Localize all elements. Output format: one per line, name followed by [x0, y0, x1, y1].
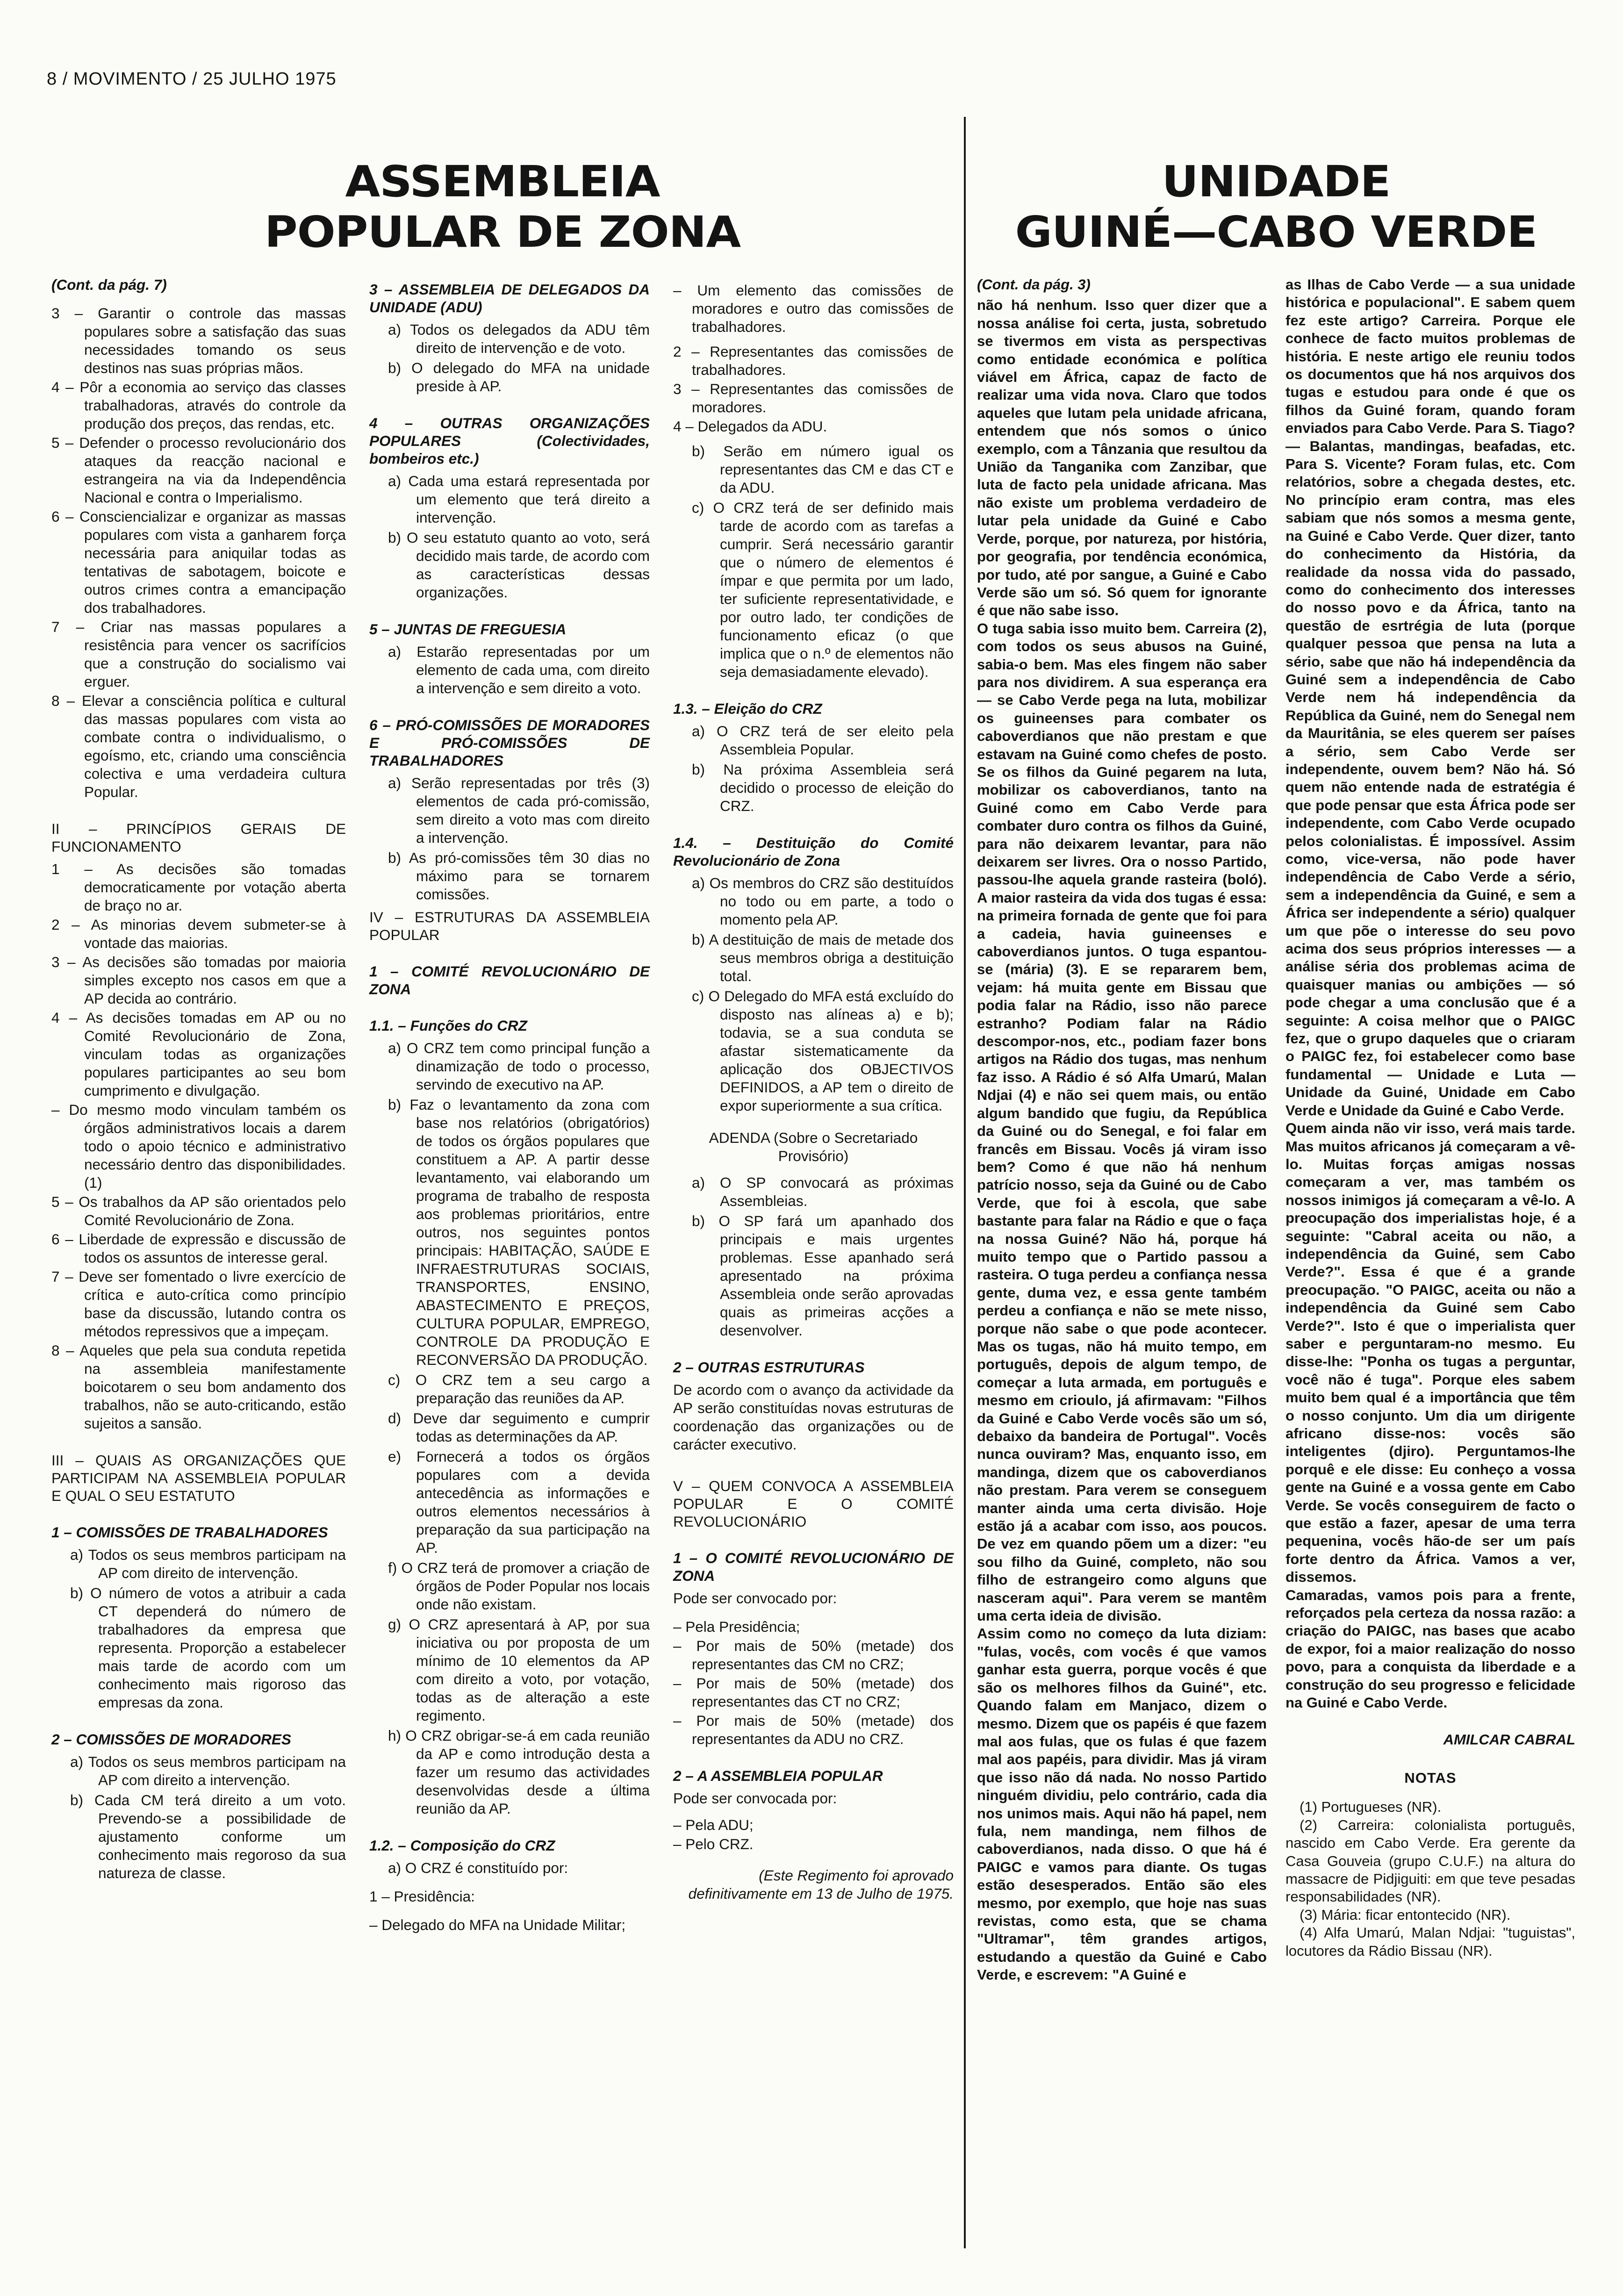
list-item: 4 – Delegados da ADU.: [673, 418, 827, 435]
list-item: – Por mais de 50% (metade) dos representantes das CT no CRZ;: [673, 1675, 954, 1710]
sub-item: c) O Delegado do MFA está excluído do disposto nas alíneas a) e b); todavia, se a sua conduta se afastar sistematicamente da aplicação dos OBJECTIVOS DEFINIDOS, a AP tem o direito de expor superiormente a sua crítica.: [692, 988, 954, 1114]
sub-item: h) O CRZ obrigar-se-á em cada reunião da AP e como introdução desta a fazer um resumo das actividades desenvolvidas desde a última reunião da AP.: [388, 1727, 650, 1817]
article-body: [1285, 276, 1575, 1712]
left-article-title: ASSEMBLEIA POPULAR DE ZONA: [264, 157, 741, 257]
paragraph: Camaradas, vamos pois para a frente, reforçados pela certeza da nossa razão: a criação do PAIGC, nas bases que acabo de expor, foi a maior realização do nosso povo, para a conquista da liberdade e a construção do seu progresso e felicidade na Guiné e Cabo Verde.: [1285, 1586, 1575, 1711]
list-item: 1 – Presidência:: [369, 1888, 475, 1905]
principle-item: 6 – Liberdade de expressão e discussão de todos os assuntos de interesse geral.: [51, 1231, 346, 1266]
column-2: [369, 280, 650, 1935]
list-item: – Pelo CRZ.: [673, 1836, 754, 1852]
objective-item: 7 – Criar nas massas populares a resistência para vencer os sacrifícios que a construção do socialismo vai erguer.: [51, 618, 346, 690]
sub-item: b) O número de votos a atribuir a cada CT dependerá do número de trabalhadores da empresa que representa. Proporção a estabelecer mais tarde de acordo com um conhecimento mais rigoroso das empresas da zona.: [70, 1585, 346, 1711]
principle-item: 8 – Aqueles que pela sua conduta repetida na assembleia manifestamente boicotarem o seu bom andamento dos trabalhos, não se auto-criticando, estão sujeitos a sansão.: [51, 1342, 346, 1432]
subsection-heading: 2 – COMISSÕES DE MORADORES: [51, 1731, 291, 1748]
subsection-heading: 1 – COMISSÕES DE TRABALHADORES: [51, 1524, 328, 1541]
sub-item: g) O CRZ apresentará à AP, por sua iniciativa ou por proposta de um mínimo de 10 elementos da AP com direito a voto, por votação, todas as de alteração a este regimento.: [388, 1616, 650, 1724]
principle-item: – Do mesmo modo vinculam também os órgãos administrativos locais a darem todo o apoio técnico e administrativo necessário dentro das disponibilidades. (1): [51, 1101, 346, 1191]
subsection-heading: 1.1. – Funções do CRZ: [369, 1017, 527, 1034]
sub-item: a) Os membros do CRZ são destituídos no todo ou em parte, a todo o momento pela AP.: [692, 875, 954, 928]
sub-item: a) O CRZ terá de ser eleito pela Assembleia Popular.: [692, 723, 954, 758]
sub-item: b) Cada CM terá direito a um voto. Prevendo-se a possibilidade de ajustamento conforme um conhecimento mais regoroso da sua natureza de classe.: [70, 1792, 346, 1881]
sub-item: a) O CRZ é constituído por:: [388, 1859, 568, 1876]
objective-item: 4 – Pôr a economia ao serviço das classes trabalhadoras, através do controle da produção dos preços, das rendas, etc.: [51, 379, 346, 432]
objective-item: 3 – Garantir o controle das massas populares sobre a satisfação das suas necessidades tomando os seus destinos nas suas próprias mãos.: [51, 305, 346, 376]
principle-item: 2 – As minorias devem submeter-se à vontade das maiorias.: [51, 916, 346, 951]
column-5: [1285, 276, 1575, 1960]
principle-item: 1 – As decisões são tomadas democraticamente por votação aberta de braço no ar.: [51, 861, 346, 914]
section-heading: II – PRINCÍPIOS GERAIS DE FUNCIONAMENTO: [51, 820, 346, 855]
list-item: – Por mais de 50% (metade) dos representantes da ADU no CRZ.: [673, 1712, 954, 1747]
principle-item: 7 – Deve ser fomentado o livre exercício de crítica e auto-crítica como princípio base da discussão, lutando contra os métodos repressivos que a impeçam.: [51, 1268, 346, 1340]
signature: AMILCAR CABRAL: [1443, 1731, 1575, 1748]
list-item: – Pela ADU;: [673, 1816, 754, 1833]
list-item: 3 – Representantes das comissões de moradores.: [673, 380, 954, 416]
paragraph: as Ilhas de Cabo Verde — a sua unidade histórica e populacional". E sabem quem fez este artigo? Carreira. Porque ele conhece de facto muitos problemas de história. E neste artigo ele reuniu todos os documentos que há nos arquivos dos tugas e estudou para onde é que os filhos da Guiné foram, quando foram enviados para Cabo Verde. Para S. Tiago? — Balantas, mandingas, beafadas, etc. Para S. Vicente? Foram fulas, etc. Com relatórios, sobre a chegada destes, etc. No princípio eram contra, mas eles sabiam que nós somos a mesma gente, na Guiné e Cabo Verde. Quer dizer, tanto do conhecimento da História, da realidade da nossa vida do passado, como do conhecimento dos interesses do nosso povo e da África, tanto na questão de esrtrégia de luta (porque qualquer pessoa que pensa na luta a sério, sabe que não há independência da Guiné sem a independência de Cabo Verde nem há independência da República da Guiné, nem do Senegal nem da Mauritânia, se eles querem ser países a sério, sem Cabo Verde ser independente, ouvem bem? Não há. Só quem não entende nada de estratégia é que pode pensar que esta África pode ser independente, com Cabo Verde ocupado pelos colonialistas. É impossível. Assim como, vice-versa, não pode haver independência de Cabo Verde a sério, sem a independência da Guiné, e sem a África ser independente a sério) qualquer um que põe o interesse do seu povo acima dos seus próprios interesses — a análise séria dos problemas acima de quaisquer manias ou ambições — só pode chegar a uma conclusão que é a seguinte: A coisa melhor que o PAIGC fez, que o grupo daqueles que o criaram o PAIGC fez, foi estabelecer como base fundamental — Unidade e Luta — Unidade da Guiné, Unidade em Cabo Verde e Unidade da Guiné e Cabo Verde.: [1285, 276, 1575, 1119]
sub-item: d) Deve dar seguimento e cumprir todas as determinações da AP.: [388, 1410, 650, 1445]
subsection-heading: 3 – ASSEMBLEIA DE DELEGADOS DA UNIDADE (ADU): [369, 281, 650, 316]
sub-item: b) Faz o levantamento da zona com base nos relatórios (obrigatórios) de todos os órgãos populares que constituem a AP. A partir desse levantamento, vai elaborando um programa de trabalho de resposta aos problemas prioritários, entre outros, nos seguintes pontos principais: HABITAÇÃO, SAÚDE E INFRAESTRUTURAS SOCIAIS, TRANSPORTES, ENSINO, ABASTECIMENTO E PREÇOS, CULTURA POPULAR, EMPREGO, CONTROLE DA PRODUÇÃO E RECONVERSÃO DA PRODUÇÃO.: [388, 1096, 650, 1368]
paragraph: Quem ainda não vir isso, verá mais tarde. Mas muitos africanos já começaram a vê-lo. Muitas forças amigas nossas começaram a ver, mas também os nossos inimigos já começaram a vê-lo. A preocupação dos imperialistas hoje, é a seguinte: "Cabral aceita ou não, a independência da Guiné, sem Cabo Verde?". Essa é que é a grande preocupação. "O PAIGC, aceita ou não a independência da Guiné sem Cabo Verde?". Isto é que o imperialista quer saber e perguntaram-no mesmo. Eu disse-lhe: "Ponha os tugas a perguntar, você não é tuga". Porque eles sabem muito bem qual é a importância que têm o nosso conjunto. Um dia um dirigente africano disse-nos: vocês são inteligentes (djiro). Perguntamos-lhe porquê e ele disse: Eu conheço a vossa gente na Guiné e a vossa gente em Cabo Verde. Se vocês conseguirem de facto o que estão a fazer, apesar de uma terra pequenina, vocês hão-de ser um país forte dentro da África. Vamos a ver, dissemos.: [1285, 1120, 1575, 1586]
paragraph: não há nenhum. Isso quer dizer que a nossa análise foi certa, justa, sobretudo se tivermos em vista as perspectivas como entidade económica e política viável em África, capaz de facto de realizar uma vida nova. Claro que todos aqueles que lutam pela unidade africana, entendem que nós somos o único exemplo, com a Tânzania que resultou da União da Tanganika com Zanzibar, que luta de facto pela unidade africana. Mas não existe um problema verdadeiro de lutar pela unidade da Guiné e Cabo Verde, porque, por natureza, por história, por geografia, por tendência económica, por tudo, até por sangue, a Guiné e Cabo Verde são um só. Só quem for ignorante é que não sabe isso.: [977, 297, 1267, 619]
sub-item: a) Serão representadas por três (3) elementos de cada pró-comissão, sem direito a voto mas com direito a intervenção.: [388, 775, 650, 846]
sub-item: b) O delegado do MFA na unidade preside à AP.: [388, 359, 650, 395]
sub-item: f) O CRZ terá de promover a criação de órgãos de Poder Popular nos locais onde não existam.: [388, 1559, 650, 1613]
column-1: [51, 276, 346, 1884]
sub-item: e) Fornecerá a todos os órgãos populares com a devida antecedência as informações e outros elementos necessários à preparação da sua participação na AP.: [388, 1448, 650, 1556]
principle-item: 4 – As decisões tomadas em AP ou no Comité Revolucionário de Zona, vinculam todas as organizações populares participantes ao seu bom cumprimento e divulgação.: [51, 1009, 346, 1099]
paragraph: Pode ser convocado por:: [673, 1590, 837, 1607]
sub-item: a) Todos os seus membros participam na AP com direito de intervenção.: [70, 1546, 346, 1581]
sub-item: b) O SP fará um apanhado dos principais e mais urgentes problemas. Esse apanhado será apresentado na próxima Assembleia onde serão aprovadas quais as primeiras acções a desenvolver.: [692, 1213, 954, 1339]
adenda-heading: ADENDA (Sobre o Secretariado Provisório): [709, 1129, 918, 1164]
sub-item: b) As pró-comissões têm 30 dias no máximo para se tornarem comissões.: [388, 849, 650, 903]
subsection-heading: 1 – COMITÉ REVOLUCIONÁRIO DE ZONA: [369, 963, 650, 997]
paragraph: Assim como no começo da luta diziam: "fulas, vocês, com vocês é que vamos ganhar esta guerra, porque vocês é que são os melhores filhos da Guiné", etc. Quando falam em Manjaco, dizem o mesmo. Dizem que os papéis é que fazem mal aos fulas, que os fulas é que fazem mal aos papéis, para dividir. Mas já viram que isso não dá nada. No nosso Partido ninguém dividiu, pelo contrário, cada dia nos unimos mais. Aqui não há papel, nem fula, nem mandinga, nem filhos de caboverdianos, nada disso. O que há é PAIGC e vamos para diante. Os tugas estão desesperados. Então são eles mesmo, por exemplo, que hoje nas suas revistas, como esta, que se chama "Ultramar", têm grandes artigos, estudando a questão da Guiné e Cabo Verde, e escrevem: "A Guiné e: [977, 1625, 1267, 1983]
subsection-heading: 1.4. – Destituição do Comité Revolucionário de Zona: [673, 834, 954, 869]
sub-item: c) O CRZ tem a seu cargo a preparação das reuniões da AP.: [388, 1371, 650, 1406]
list-item: – Um elemento das comissões de moradores e outro das comissões de trabalhadores.: [673, 282, 954, 335]
sub-item: a) Todos os seus membros participam na AP com direito a intervenção.: [70, 1753, 346, 1788]
subsection-heading: 1.3. – Eleição do CRZ: [673, 700, 822, 717]
paragraph: De acordo com o avanço da actividade da AP serão constituídas novas estruturas de coordenação das organizações ou de carácter executivo.: [673, 1381, 954, 1453]
subsection-heading: 1.2. – Composição do CRZ: [369, 1837, 555, 1854]
sub-item: b) A destituição de mais de metade dos seus membros obriga a destituição total.: [692, 931, 954, 984]
objective-item: 8 – Elevar a consciência política e cultural das massas populares com vista ao combate contra o individualismo, o egoísmo, etc, criando uma consciência colectiva e uma verdadeira cultura Popular.: [51, 692, 346, 800]
principle-item: 5 – Os trabalhos da AP são orientados pelo Comité Revolucionário de Zona.: [51, 1193, 346, 1228]
subsection-heading: 5 – JUNTAS DE FREGUESIA: [369, 621, 567, 638]
paragraph: Pode ser convocada por:: [673, 1790, 837, 1807]
sub-item: b) Serão em número igual os representantes das CM e das CT e da ADU.: [692, 443, 954, 496]
section-heading: IV – ESTRUTURAS DA ASSEMBLEIA POPULAR: [369, 909, 650, 943]
footnote: (Este Regimento foi aprovado definitivamente em 13 de Julho de 1975.: [688, 1867, 954, 1902]
subsection-heading: 4 – OUTRAS ORGANIZAÇÕES POPULARES (Colectividades, bombeiros etc.): [369, 415, 650, 467]
note-item: (3) Mária: ficar entontecido (NR).: [1300, 1906, 1511, 1923]
right-article-title: UNIDADE GUINÉ—CABO VERDE: [1015, 157, 1537, 257]
objective-item: 6 – Consciencializar e organizar as massas populares com vista a ganharem força necessária para aniquilar todas as tentativas de sabotagem, boicote e outros crimes contra a emancipação dos trabalhadores.: [51, 508, 346, 616]
sub-item: a) Todos os delegados da ADU têm direito de intervenção e de voto.: [388, 321, 650, 356]
column-divider: [964, 117, 966, 2248]
paragraph: O tuga sabia isso muito bem. Carreira (2), com todos os seus abusos na Guiné, sabia-o bem. Mas eles fingem não saber para nos dividirem. A sua esperança era — se Cabo Verde pega na luta, mobilizar os guineenses para combater os caboverdianos que não prestam e que estavam na Guiné como chefes de posto. Se os filhos da Guiné pegarem na luta, mobilizar os caboverdianos, tanto na Guiné como em Cabo Verde para combater duro contra os filhos da Guiné, para não deixarem levantar, para não deixarem ser livres. Ora o nosso Partido, passou-lhe aquela grande rasteira (boló). A maior rasteira da vida dos tugas é essa: na primeira fornada de gente que foi para a cadeia, havia guineenses e caboverdianos juntos. O tuga espantou-se (mária) (3). E se repararem bem, vejam: há muita gente em Bissau que podia falar na Rádio, isso não parece estranho? Podiam falar na Rádio descompor-nos, etc., podiam fazer bons artigos na Rádio dos tugas, mas nenhum faz isso. A Rádio é só Alfa Umarú, Malan Ndjai (4) e não sei quem mais, ou então algum bandido que fugiu, da República da Guiné ou do Senegal, e foi falar em francês em Bissau. Vocês já viram isso bem? Como é que não há nenhum patrício nosso, seja da Guiné ou de Cabo Verde, que foi à escola, que sabe bastante para falar na Rádio e que o faça na nossa Guiné? Não há, porque há muito tempo que o Partido passou a rasteira. O tuga perdeu a confiança nessa gente, duma vez, e essa gente também perdeu a confiança e não se mete nisso, porque não sabe o que pode acontecer. Mas os tugas, não há muito tempo, em português, depois de algum tempo, de começar a luta armada, em português e mesmo em crioulo, já afirmavam: "Filhos da Guiné e Cabo Verde vocês são um só, debaixo da bandeira de Portugal". Vocês nunca ouviram? Mas, enquanto isso, em mandinga, dizem que os caboverdianos não prestam. Para verem se conseguem manter ainda uma certa divisão. Hoje estão já a acabar com isso, aos poucos. De vez em quando põem um a dizer: "eu sou filho da Guiné, completo, não sou filho de estrangeiro como alguns que nasceram aqui". Para verem se mantêm uma certa ideia de divisão.: [977, 620, 1267, 1624]
sub-item: a) Cada uma estará representada por um elemento que terá direito a intervenção.: [388, 473, 650, 526]
column-3: [673, 280, 954, 1903]
subsection-heading: 6 – PRÓ-COMISSÕES DE MORADORES E PRÓ-COMISSÕES DE TRABALHADORES: [369, 717, 650, 769]
subsection-heading: 2 – OUTRAS ESTRUTURAS: [673, 1359, 865, 1376]
note-item: (2) Carreira: colonialista português, nascido em Cabo Verde. Era gerente da Casa Gouveia (grupo C.U.F.) na altura do massacre de Pidjiguiti: em que teve pesadas responsabilidades (NR).: [1285, 1816, 1575, 1905]
sub-item: a) Estarão representadas por um elemento de cada uma, com direito a intervenção e sem direito a voto.: [388, 643, 650, 696]
list-item: – Por mais de 50% (metade) dos representantes das CM no CRZ;: [673, 1637, 954, 1672]
section-heading: III – QUAIS AS ORGANIZAÇÕES QUE PARTICIPAM NA ASSEMBLEIA POPULAR E QUAL O SEU ESTATUTO: [51, 1452, 346, 1504]
subsection-heading: 1 – O COMITÉ REVOLUCIONÁRIO DE ZONA: [673, 1550, 954, 1584]
notes-heading: NOTAS: [1404, 1769, 1457, 1786]
continuation-note: (Cont. da pág. 7): [51, 276, 167, 293]
section-heading: V – QUEM CONVOCA A ASSEMBLEIA POPULAR E O COMITÉ REVOLUCIONÁRIO: [673, 1478, 954, 1530]
continuation-note: (Cont. da pág. 3): [977, 276, 1091, 293]
list-item: 2 – Representantes das comissões de trabalhadores.: [673, 343, 954, 378]
page-header: 8 / MOVIMENTO / 25 JULHO 1975: [47, 69, 337, 89]
subsection-heading: 2 – A ASSEMBLEIA POPULAR: [673, 1767, 883, 1784]
list-item: – Delegado do MFA na Unidade Militar;: [369, 1916, 626, 1933]
sub-item: c) O CRZ terá de ser definido mais tarde de acordo com as tarefas a cumprir. Será necessário garantir que o número de elementos é ímpar e que permita por um lado, ter suficiente representatividade, e por outro lado, ter condições de funcionamento eficaz (o que implica que o n.º de elementos não seja demasiadamente elevado).: [692, 499, 954, 680]
sub-item: b) O seu estatuto quanto ao voto, será decidido mais tarde, de acordo com as características dessas organizações.: [388, 529, 650, 601]
note-item: (4) Alfa Umarú, Malan Ndjai: "tuguistas", locutores da Rádio Bissau (NR).: [1285, 1924, 1575, 1959]
sub-item: a) O SP convocará as próximas Assembleias.: [692, 1174, 954, 1209]
sub-item: a) O CRZ tem como principal função a dinamização de todo o processo, servindo de executivo na AP.: [388, 1040, 650, 1093]
list-item: – Pela Presidência;: [673, 1618, 800, 1635]
objective-item: 5 – Defender o processo revolucionário dos ataques da reacção nacional e estrangeira na via da Independência Nacional e contra o Imperialismo.: [51, 434, 346, 506]
note-item: (1) Portugueses (NR).: [1300, 1799, 1442, 1815]
column-4: [977, 276, 1267, 1984]
principle-item: 3 – As decisões são tomadas por maioria simples excepto nos casos em que a AP decida ao contrário.: [51, 954, 346, 1007]
sub-item: b) Na próxima Assembleia será decidido o processo de eleição do CRZ.: [692, 761, 954, 814]
